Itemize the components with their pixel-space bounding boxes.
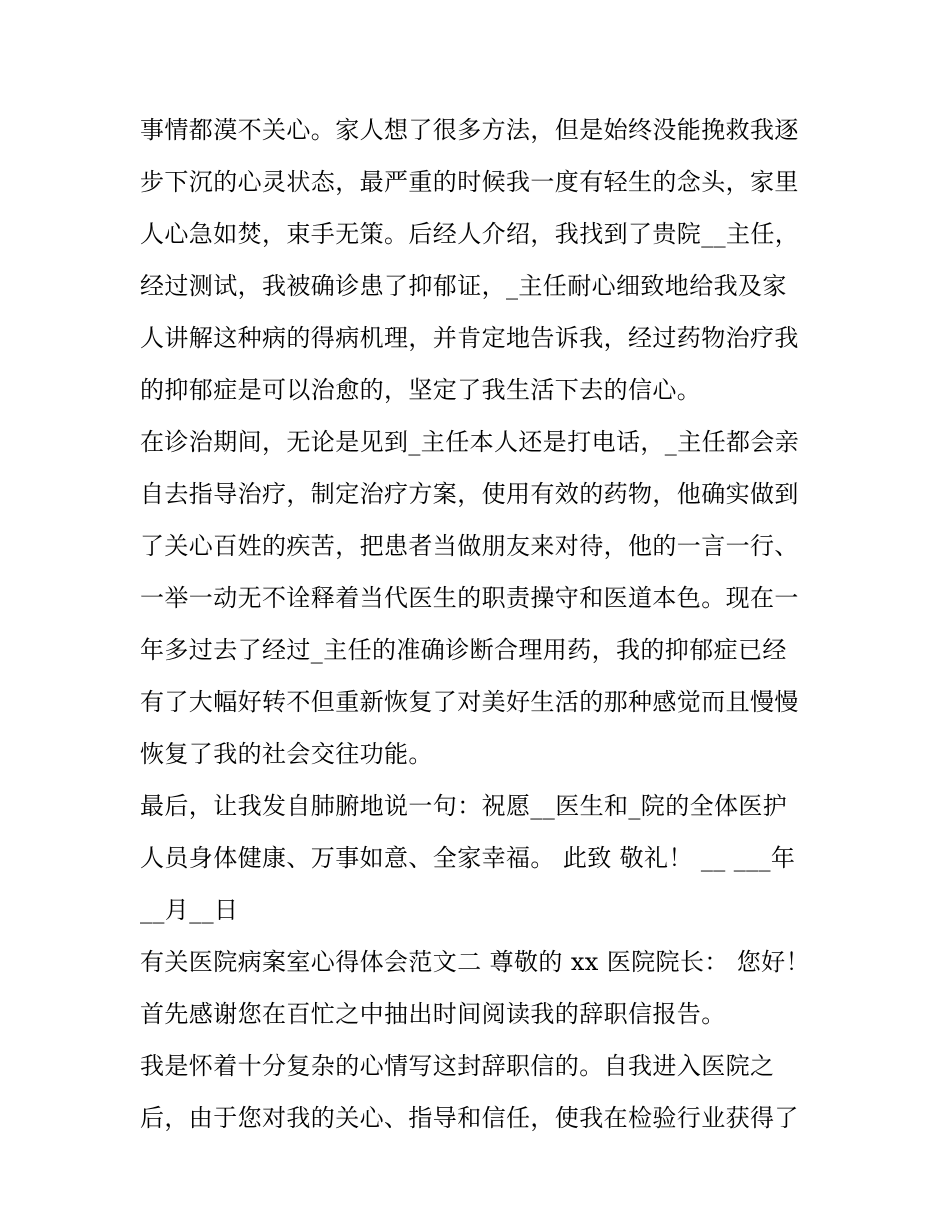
document-body: [140, 104, 830, 1144]
text-line: 恢复了我的社会交往功能。: [140, 740, 433, 768]
text-line: 年多过去了经过_主任的准确诊断合理用药，我的抑郁症已经: [140, 636, 787, 664]
text-line: 一举一动无不诠释着当代医生的职责操守和医道本色。现在一: [140, 584, 799, 612]
text-line: 人讲解这种病的得病机理，并肯定地告诉我，经过药物治疗我: [140, 324, 799, 352]
text-line: 人员身体健康、万事如意、全家幸福。 此致 敬礼！ __ ___年: [140, 844, 796, 872]
text-line: 的抑郁症是可以治愈的，坚定了我生活下去的信心。: [140, 376, 702, 404]
text-line: 在诊治期间，无论是见到_主任本人还是打电话，_主任都会亲: [140, 428, 800, 456]
text-line: 事情都漠不关心。家人想了很多方法，但是始终没能挽救我逐: [140, 116, 799, 144]
text-line: 人心急如焚，束手无策。后经人介绍，我找到了贵院__主任，: [140, 220, 800, 248]
text-line: 后，由于您对我的关心、指导和信任，使我在检验行业获得了: [140, 1104, 799, 1132]
text-line: 了关心百姓的疾苦，把患者当做朋友来对待，他的一言一行、: [140, 532, 799, 560]
text-line: 有关医院病案室心得体会范文二 尊敬的 xx 医院院长： 您好！: [140, 948, 810, 976]
text-line: 经过测试，我被确诊患了抑郁证，_主任耐心细致地给我及家: [140, 272, 787, 300]
text-line: 最后，让我发自肺腑地说一句：祝愿__医生和_院的全体医护: [140, 792, 788, 820]
text-line: __月__日: [140, 896, 239, 924]
text-line: 我是怀着十分复杂的心情写这封辞职信的。自我进入医院之: [140, 1052, 775, 1080]
text-line: 自去指导治疗，制定治疗方案，使用有效的药物，他确实做到: [140, 480, 799, 508]
text-line: 步下沉的心灵状态，最严重的时候我一度有轻生的念头，家里: [140, 168, 799, 196]
text-line: 首先感谢您在百忙之中抽出时间阅读我的辞职信报告。: [140, 1000, 726, 1028]
text-line: 有了大幅好转不但重新恢复了对美好生活的那种感觉而且慢慢: [140, 688, 799, 716]
